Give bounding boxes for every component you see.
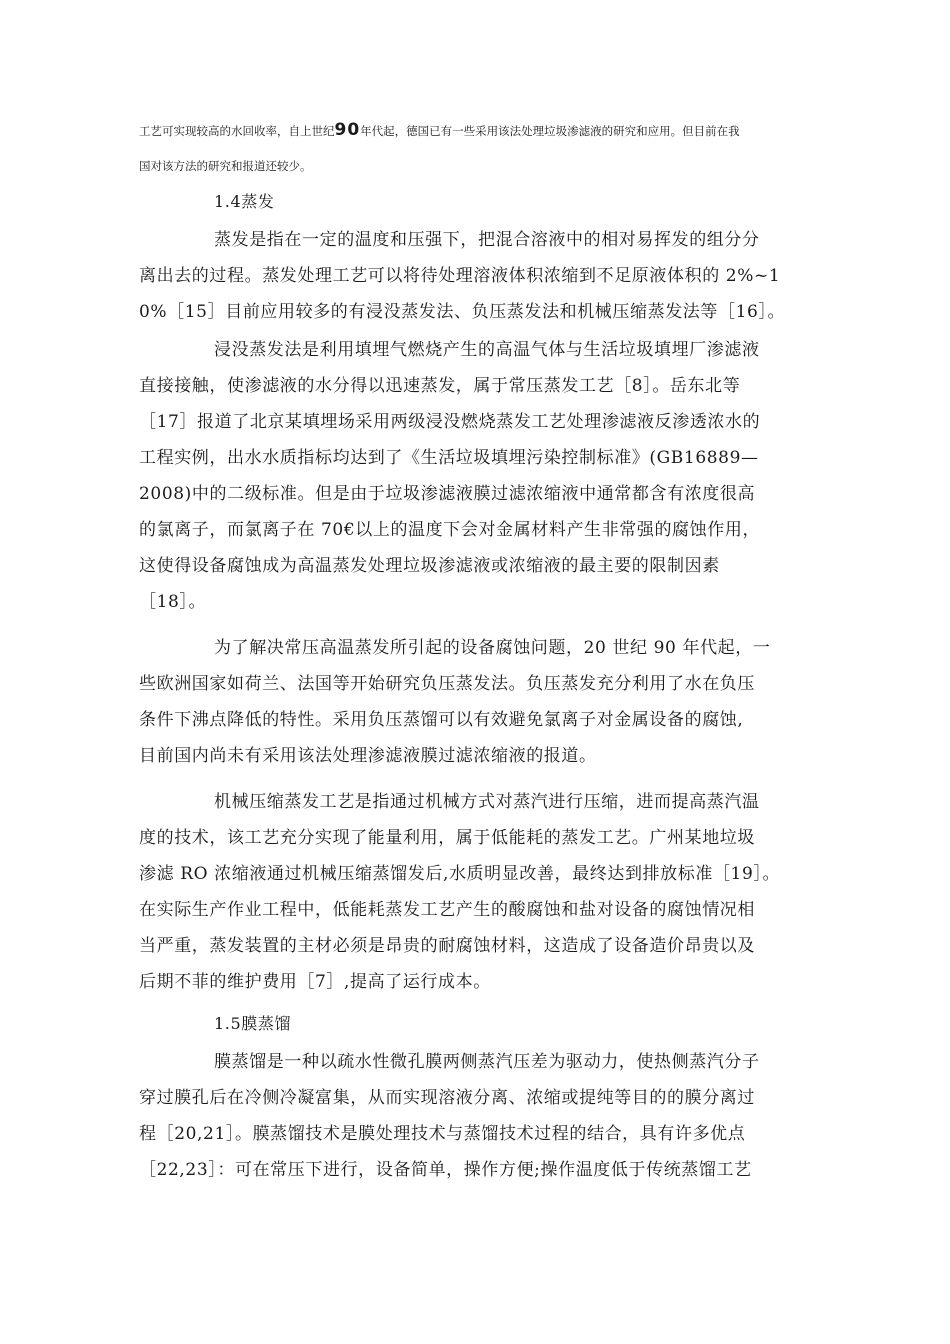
paragraph-line: 渗滤 RO 浓缩液通过机械压缩蒸馏发后,水质明显改善，最终达到排放标准［19］。 bbox=[139, 864, 781, 884]
paragraph-line: ［17］报道了北京某填埋场采用两级浸没燃烧蒸发工艺处理渗滤液反渗透浓水的 bbox=[139, 412, 761, 432]
paragraph-line: ［22,23］：可在常压下进行，设备简单，操作方便;操作温度低于传统蒸馏工艺 bbox=[139, 1160, 752, 1180]
section-heading-1-5: 1.5膜蒸馏 bbox=[214, 1014, 292, 1033]
paragraph-line: 目前国内尚未有采用该法处理渗滤液膜过滤浓缩液的报道。 bbox=[139, 746, 597, 766]
intro-year-number: 90 bbox=[334, 120, 361, 140]
paragraph-line: 工程实例，出水水质指标均达到了《生活垃圾填埋污染控制标准》(GB16889— bbox=[139, 448, 759, 468]
paragraph-line: 的氯离子，而氯离子在 70€以上的温度下会对金属材料产生非常强的腐蚀作用， bbox=[139, 520, 761, 540]
paragraph-line: 直接接触，使渗滤液的水分得以迅速蒸发，属于常压蒸发工艺［8］。岳东北等 bbox=[139, 376, 741, 396]
paragraph-line: 离出去的过程。蒸发处理工艺可以将待处理溶液体积浓缩到不足原液体积的 2%~1 bbox=[139, 266, 781, 286]
intro-line-2: 国对该方法的研究和报道还较少。 bbox=[139, 159, 312, 173]
paragraph-line: 穿过膜孔后在冷侧冷凝富集，从而实现溶液分离、浓缩或提纯等目的的膜分离过 bbox=[139, 1088, 755, 1108]
intro-text-before: 工艺可实现较高的水回收率，自上世纪 bbox=[139, 124, 335, 138]
paragraph-line: 程［20,21］。膜蒸馏技术是膜处理技术与蒸馏技术过程的结合，具有许多优点 bbox=[139, 1124, 746, 1144]
paragraph-line: 后期不菲的维护费用［7］,提高了运行成本。 bbox=[139, 972, 491, 992]
paragraph-line: 膜蒸馏是一种以疏水性微孔膜两侧蒸汽压差为驱动力，使热侧蒸汽分子 bbox=[214, 1052, 760, 1072]
paragraph-line: 浸没蒸发法是利用填埋气燃烧产生的高温气体与生活垃圾填埋厂渗滤液 bbox=[214, 340, 760, 360]
paragraph-line: 机械压缩蒸发工艺是指通过机械方式对蒸汽进行压缩，进而提高蒸汽温 bbox=[214, 792, 760, 812]
intro-text-after: 年代起，德国已有一些采用该法处理垃圾渗滤液的研究和应用。但目前在我 bbox=[360, 124, 740, 138]
paragraph-line: 度的技术，该工艺充分实现了能量利用，属于低能耗的蒸发工艺。广州某地垃圾 bbox=[139, 828, 755, 848]
paragraph-line: 在实际生产作业工程中，低能耗蒸发工艺产生的酸腐蚀和盐对设备的腐蚀情况相 bbox=[139, 900, 755, 920]
paragraph-line: 2008)中的二级标准。但是由于垃圾渗滤液膜过滤浓缩液中通常都含有浓度很高 bbox=[139, 484, 756, 504]
paragraph-line: 当严重，蒸发装置的主材必须是昂贵的耐腐蚀材料，这造成了设备造价昂贵以及 bbox=[139, 936, 755, 956]
intro-line-1 bbox=[139, 122, 740, 139]
paragraph-line: ［18］。 bbox=[139, 592, 207, 612]
paragraph-line: 条件下沸点降低的特性。采用负压蒸馏可以有效避免氯离子对金属设备的腐蚀, bbox=[139, 710, 744, 730]
paragraph-line: 0%［15］目前应用较多的有浸没蒸发法、负压蒸发法和机械压缩蒸发法等［16］。 bbox=[139, 302, 786, 322]
section-heading-1-4: 1.4蒸发 bbox=[214, 192, 275, 211]
paragraph-line: 这使得设备腐蚀成为高温蒸发处理垃圾渗滤液或浓缩液的最主要的限制因素 bbox=[139, 556, 720, 576]
paragraph-line: 蒸发是指在一定的温度和压强下，把混合溶液中的相对易挥发的组分分 bbox=[214, 230, 760, 250]
paragraph-line: 些欧洲国家如荷兰、法国等开始研究负压蒸发法。负压蒸发充分利用了水在负压 bbox=[139, 674, 755, 694]
paragraph-line: 为了解决常压高温蒸发所引起的设备腐蚀问题，20 世纪 90 年代起，一 bbox=[214, 638, 771, 658]
